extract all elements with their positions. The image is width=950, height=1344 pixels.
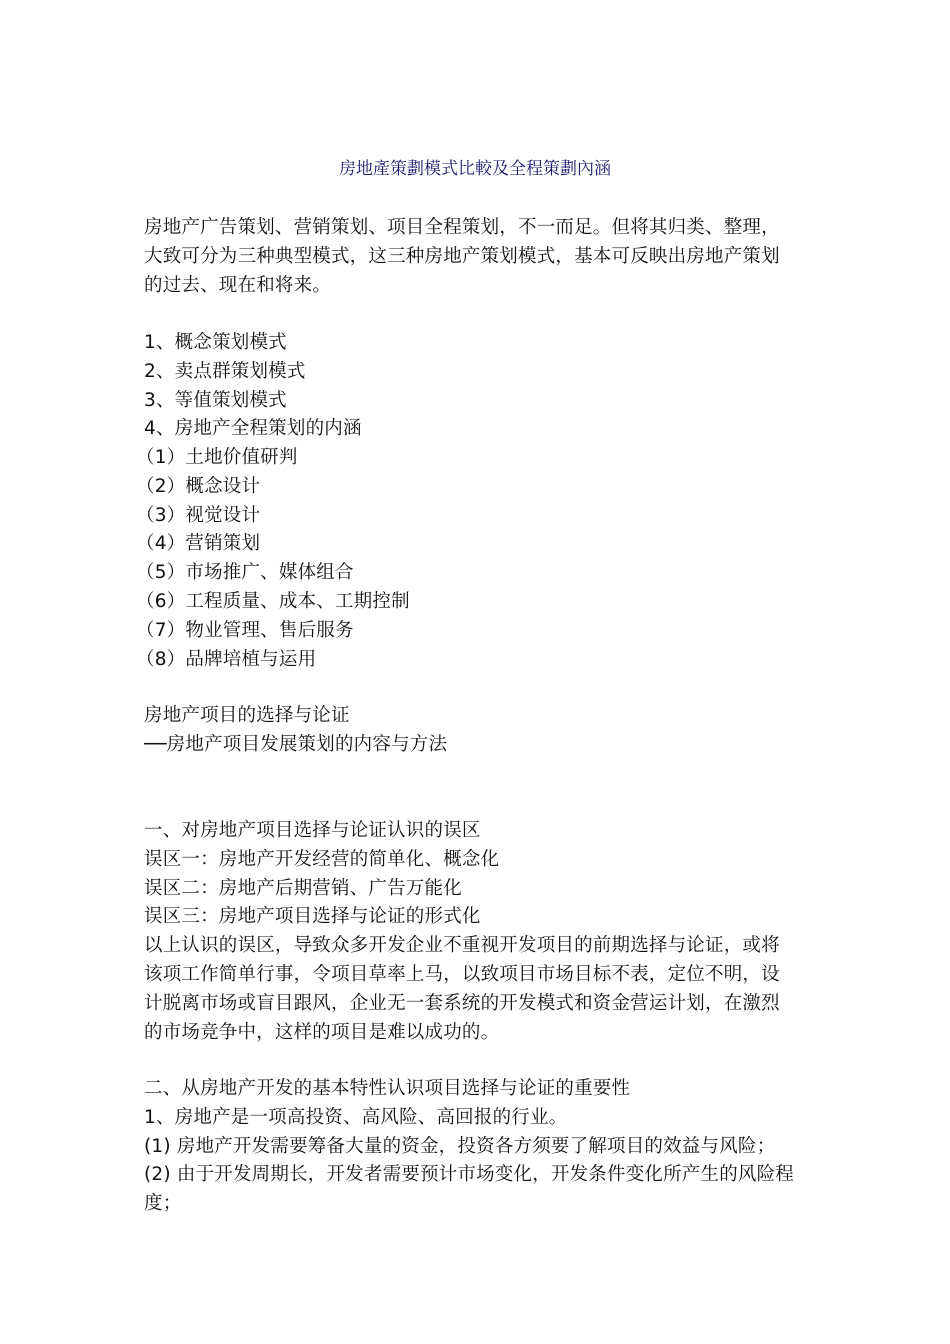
misconceptions-heading: 一、对房地产项目选择与论证认识的误区 bbox=[144, 820, 481, 841]
intro-line: 房地产广告策划、营销策划、项目全程策划，不一而足。但将其归类、整理， bbox=[144, 217, 780, 238]
section-title: 房地产项目的选择与论证 bbox=[144, 705, 350, 726]
sub-item-list bbox=[136, 444, 798, 674]
importance-heading: 二、从房地产开发的基本特性认识项目选择与论证的重要性 bbox=[144, 1078, 631, 1099]
outline-item: 2、卖点群策划模式 bbox=[144, 360, 306, 382]
outline-item: 4、房地产全程策划的内涵 bbox=[144, 418, 362, 440]
sub-item: （1）土地价值研判 bbox=[136, 447, 298, 468]
misconception-paragraph-line: 以上认识的误区，导致众多开发企业不重视开发项目的前期选择与论证，或将 bbox=[144, 935, 780, 957]
section-subtitle: ──房地产项目发展策划的内容与方法 bbox=[144, 733, 448, 755]
intro-line: 大致可分为三种典型模式，这三种房地产策划模式，基本可反映出房地产策划 bbox=[144, 245, 780, 267]
misconception-paragraph-line: 计脱离市场或盲目跟风，企业无一套系统的开发模式和资金营运计划，在激烈 bbox=[144, 992, 780, 1014]
misconception-paragraph-line: 该项工作简单行事，令项目草率上马，以致项目市场目标不表，定位不明，设 bbox=[144, 963, 780, 985]
sub-item: （2）概念设计 bbox=[136, 475, 261, 497]
importance-sub-point-continued: 度； bbox=[144, 1193, 182, 1215]
misconception-item: 误区一：房地产开发经营的简单化、概念化 bbox=[144, 848, 500, 870]
misconception-paragraph-line: 的市场竞争中，这样的项目是难以成功的。 bbox=[144, 1021, 500, 1043]
importance-point: 1、房地产是一项高投资、高风险、高回报的行业。 bbox=[144, 1106, 568, 1128]
importance-section bbox=[144, 1075, 806, 1219]
sub-item: （8）品牌培植与运用 bbox=[136, 648, 317, 670]
sub-item: （7）物业管理、售后服务 bbox=[136, 619, 354, 641]
sub-item: （5）市场推广、媒体组合 bbox=[136, 562, 354, 584]
misconception-item: 误区二：房地产后期营销、广告万能化 bbox=[144, 877, 462, 899]
intro-paragraph bbox=[144, 214, 806, 300]
outline-item: 1、概念策划模式 bbox=[144, 332, 287, 353]
outline-list bbox=[144, 329, 806, 444]
sub-item: （6）工程质量、成本、工期控制 bbox=[136, 590, 410, 612]
importance-sub-point: (2) 由于开发周期长，开发者需要预计市场变化，开发条件变化所产生的风险程 bbox=[144, 1164, 794, 1186]
document-page bbox=[136, 0, 806, 1344]
outline-item: 3、等值策划模式 bbox=[144, 389, 287, 411]
misconceptions-section bbox=[144, 817, 806, 1047]
sub-item: （3）视觉设计 bbox=[136, 504, 261, 526]
importance-sub-point: (1) 房地产开发需要筹备大量的资金，投资各方须要了解项目的效益与风险； bbox=[144, 1135, 776, 1157]
misconception-item: 误区三：房地产项目选择与论证的形式化 bbox=[144, 906, 481, 928]
section-heading bbox=[144, 702, 806, 760]
document-title: 房地產策劃模式比較及全程策劃內涵 bbox=[339, 159, 611, 179]
intro-line: 的过去、现在和将来。 bbox=[144, 274, 332, 296]
sub-item: （4）营销策划 bbox=[136, 533, 261, 555]
